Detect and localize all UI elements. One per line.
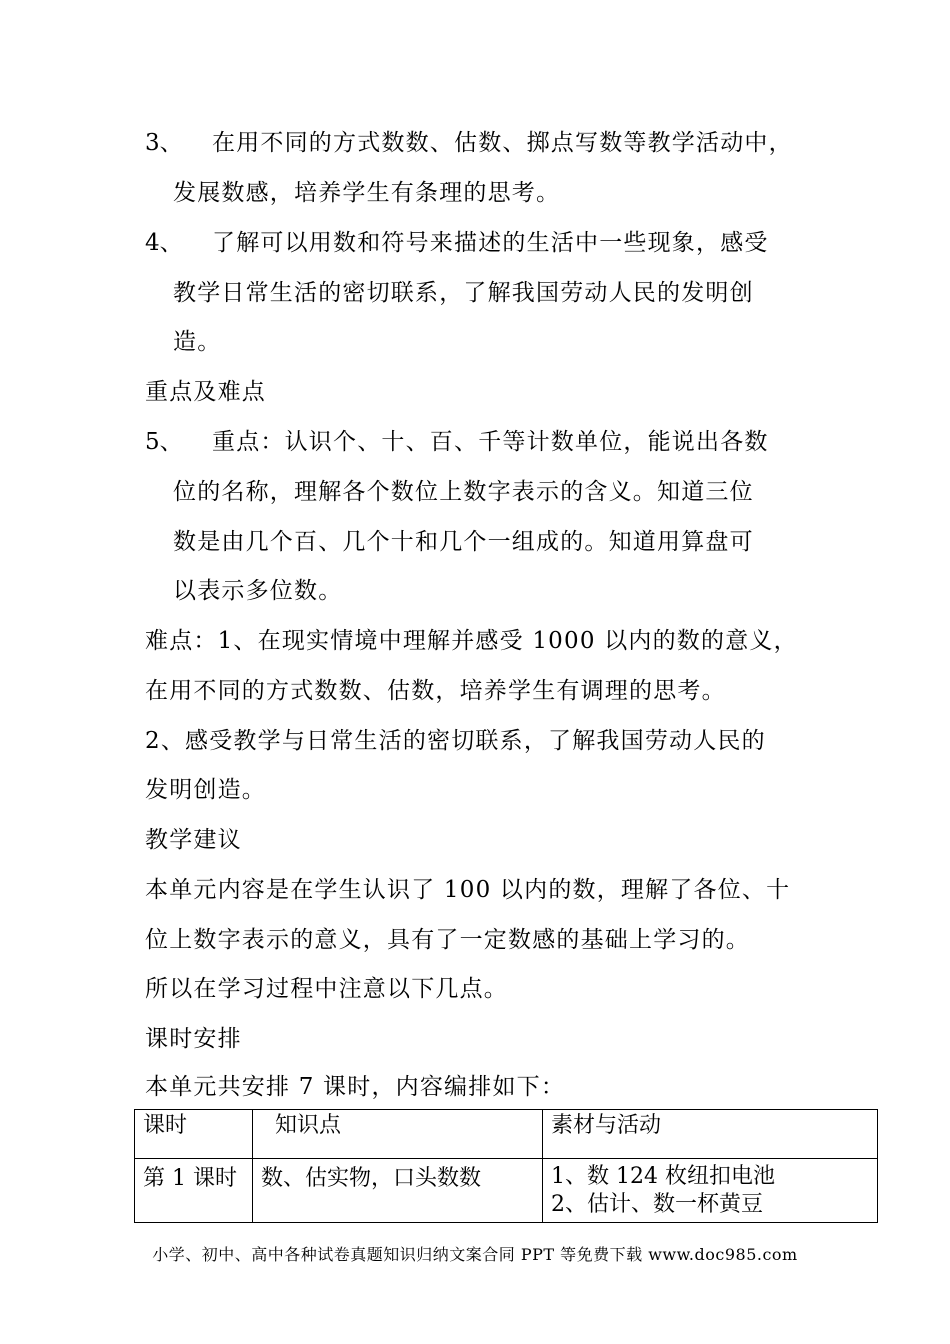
- suggestions-line-3: 所以在学习过程中注意以下几点。: [145, 976, 508, 1002]
- table-cell-material: [543, 1159, 878, 1223]
- material-item-1: 1、数 124 枚纽扣电池: [551, 1164, 775, 1189]
- table-header-row: [135, 1110, 878, 1159]
- item-5-line-2: 位的名称，理解各个数位上数字表示的含义。知道三位: [173, 479, 754, 505]
- item-4-line-3: 造。: [173, 329, 222, 355]
- table-header-knowledge: 知识点: [253, 1110, 543, 1159]
- item-3-number: 3、: [145, 130, 183, 156]
- item-5-line-4: 以表示多位数。: [173, 578, 343, 604]
- item-5-number: 5、: [145, 429, 183, 455]
- suggestions-line-1: 本单元内容是在学生认识了 100 以内的数，理解了各位、十: [145, 877, 791, 903]
- schedule-heading: 课时安排: [145, 1026, 242, 1052]
- page-footer: 小学、初中、高中各种试卷真题知识归纳文案合同 PPT 等免费下载 www.doc985.com: [152, 1245, 798, 1264]
- difficulty-line-4: 发明创造。: [145, 777, 266, 803]
- suggestions-heading: 教学建议: [145, 827, 242, 853]
- difficulty-line-1: 难点：1、在现实情境中理解并感受 1000 以内的数的意义，: [145, 628, 798, 654]
- material-item-2: 2、估计、数一杯黄豆: [551, 1192, 763, 1217]
- difficulty-line-2: 在用不同的方式数数、估数，培养学生有调理的思考。: [145, 678, 726, 704]
- lesson-table: [134, 1109, 878, 1223]
- table-row: [135, 1159, 878, 1223]
- suggestions-line-2: 位上数字表示的意义，具有了一定数感的基础上学习的。: [145, 927, 750, 953]
- key-points-heading: 重点及难点: [145, 379, 266, 405]
- item-3-line-2: 发展数感，培养学生有条理的思考。: [173, 180, 561, 206]
- item-4-line-1: 了解可以用数和符号来描述的生活中一些现象，感受: [212, 230, 769, 256]
- item-5-line-1: 重点：认识个、十、百、千等计数单位，能说出各数: [212, 429, 769, 455]
- item-4-line-2: 教学日常生活的密切联系，了解我国劳动人民的发明创: [173, 280, 754, 306]
- item-4-number: 4、: [145, 230, 183, 256]
- table-cell-knowledge: 数、估实物，口头数数: [253, 1159, 543, 1223]
- table-header-material: 素材与活动: [543, 1110, 878, 1159]
- table-cell-lesson: 第 1 课时: [135, 1159, 253, 1223]
- schedule-intro: 本单元共安排 7 课时，内容编排如下：: [145, 1074, 566, 1100]
- item-3-line-1: 在用不同的方式数数、估数、掷点写数等教学活动中，: [212, 130, 793, 156]
- item-5-line-3: 数是由几个百、几个十和几个一组成的。知道用算盘可: [173, 529, 754, 555]
- table-header-lesson: 课时: [135, 1110, 253, 1159]
- difficulty-line-3: 2、感受教学与日常生活的密切联系，了解我国劳动人民的: [145, 728, 766, 754]
